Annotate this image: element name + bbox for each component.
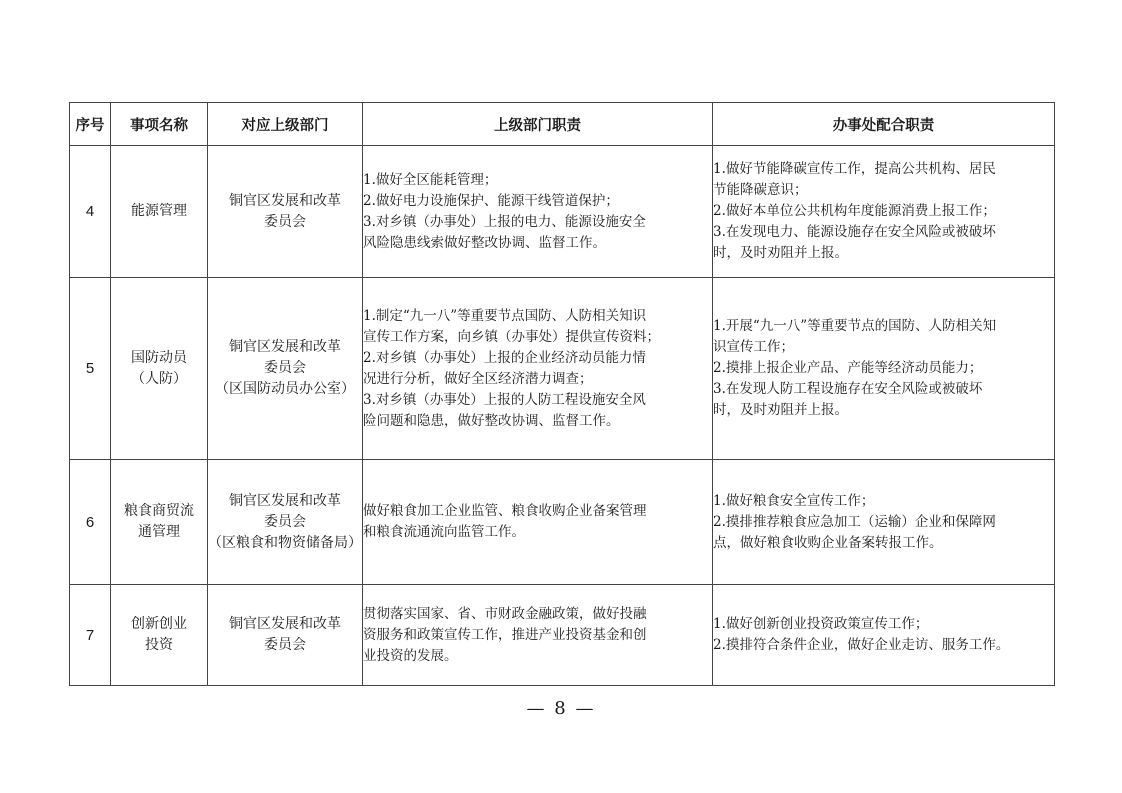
cell-text-line: 投资: [145, 637, 173, 653]
cell-text-line: 委员会: [264, 213, 306, 230]
header-office-duty: 办事处配合职责: [713, 103, 1055, 146]
cell-department: [208, 585, 363, 686]
cell-text-line: 节能降碳意识；: [713, 182, 808, 198]
cell-text-line: 1.制定“九一八”等重要节点国防、人防相关知识: [363, 307, 647, 324]
cell-text-line: （区国防动员办公室）: [215, 381, 355, 397]
cell-text-line: 3.对乡镇（办事处）上报的人防工程设施安全风: [363, 391, 646, 408]
table-row: [70, 146, 1055, 278]
cell-office-duty: [713, 460, 1055, 585]
cell-text-line: 况进行分析，做好全区经济潜力调查；: [363, 370, 593, 387]
cell-text-line: 1.做好粮食安全宣传工作；: [713, 492, 875, 509]
cell-text-line: 2.摸排符合条件企业，做好企业走访、服务工作。: [713, 637, 1010, 653]
cell-text-line: 识宣传工作；: [713, 339, 794, 355]
table-body: [70, 146, 1055, 686]
cell-upper-duty: [363, 146, 713, 278]
cell-text-line: 风险隐患线索做好整改协调、监督工作。: [363, 234, 606, 251]
cell-text-line: 1.做好节能降碳宣传工作，提高公共机构、居民: [713, 161, 996, 177]
cell-text-line: 1.做好全区能耗管理；: [363, 171, 498, 188]
cell-text-line: 点，做好粮食收购企业备案转报工作。: [713, 534, 943, 551]
cell-text-line: 宣传工作方案，向乡镇（办事处）提供宣传资料；: [363, 328, 660, 345]
cell-text-line: 做好粮食加工企业监管、粮食收购企业备案管理: [363, 503, 647, 519]
cell-num: 5: [70, 278, 111, 460]
cell-text-line: 2.做好电力设施保护、能源干线管道保护；: [363, 192, 619, 209]
duty-table: [69, 102, 1055, 686]
cell-text-line: （区粮食和物资储备局）: [208, 534, 362, 551]
cell-text-line: 2.做好本单位公共机构年度能源消费上报工作；: [713, 203, 996, 219]
cell-text-line: 3.在发现电力、能源设施存在安全风险或被破坏: [713, 224, 996, 240]
cell-text-line: 创新创业: [131, 616, 187, 632]
table-header-row: [70, 103, 1055, 146]
table-row: [70, 278, 1055, 460]
table-row: [70, 460, 1055, 585]
cell-text-line: 贯彻落实国家、省、市财政金融政策，做好投融: [363, 605, 647, 622]
cell-text-line: 时，及时劝阻并上报。: [713, 245, 848, 261]
cell-upper-duty: [363, 460, 713, 585]
cell-num: 6: [70, 460, 111, 585]
cell-upper-duty: [363, 278, 713, 460]
cell-text-line: 业投资的发展。: [363, 647, 458, 664]
cell-text-line: （人防）: [131, 370, 187, 387]
cell-text-line: 险问题和隐患，做好整改协调、监督工作。: [363, 412, 620, 429]
cell-text-line: 通管理: [138, 524, 180, 540]
cell-office-duty: [713, 146, 1055, 278]
cell-text-line: 粮食商贸流: [124, 503, 194, 519]
header-upper-duty: 上级部门职责: [363, 103, 713, 146]
cell-text-line: 委员会: [264, 513, 306, 530]
cell-text-line: 铜官区发展和改革: [229, 616, 341, 632]
cell-department: [208, 146, 363, 278]
cell-office-duty: [713, 585, 1055, 686]
cell-text-line: 3.对乡镇（办事处）上报的电力、能源设施安全: [363, 213, 646, 230]
cell-item-name: [111, 585, 208, 686]
cell-text-line: 和粮食流通流向监管工作。: [363, 524, 525, 540]
table-row: [70, 585, 1055, 686]
cell-text-line: 铜官区发展和改革: [229, 339, 341, 355]
cell-text-line: 铜官区发展和改革: [229, 192, 341, 209]
cell-item-name: [111, 278, 208, 460]
cell-upper-duty: [363, 585, 713, 686]
cell-text-line: 能源管理: [131, 203, 187, 219]
cell-text-line: 2.摸排推荐粮食应急加工（运输）企业和保障网: [713, 513, 996, 530]
cell-office-duty: [713, 278, 1055, 460]
header-num: 序号: [70, 103, 111, 146]
cell-text-line: 资服务和政策宣传工作，推进产业投资基金和创: [363, 626, 647, 643]
cell-text-line: 委员会: [264, 360, 306, 376]
cell-department: [208, 460, 363, 585]
cell-num: 7: [70, 585, 111, 686]
cell-text-line: 国防动员: [131, 349, 187, 366]
header-name: 事项名称: [111, 103, 208, 146]
cell-item-name: [111, 146, 208, 278]
cell-item-name: [111, 460, 208, 585]
cell-text-line: 1.开展“九一八”等重要节点的国防、人防相关知: [713, 318, 997, 334]
cell-text-line: 2.摸排上报企业产品、产能等经济动员能力；: [713, 360, 983, 376]
header-dept: 对应上级部门: [208, 103, 363, 146]
cell-text-line: 2.对乡镇（办事处）上报的企业经济动员能力情: [363, 349, 646, 366]
cell-text-line: 3.在发现人防工程设施存在安全风险或被破坏: [713, 381, 983, 397]
cell-text-line: 铜官区发展和改革: [229, 492, 341, 509]
page-number: — 8 —: [526, 698, 596, 719]
cell-num: 4: [70, 146, 111, 278]
cell-text-line: 委员会: [264, 637, 306, 653]
cell-text-line: 时，及时劝阻并上报。: [713, 402, 848, 418]
cell-text-line: 1.做好创新创业投资政策宣传工作；: [713, 616, 929, 632]
cell-department: [208, 278, 363, 460]
